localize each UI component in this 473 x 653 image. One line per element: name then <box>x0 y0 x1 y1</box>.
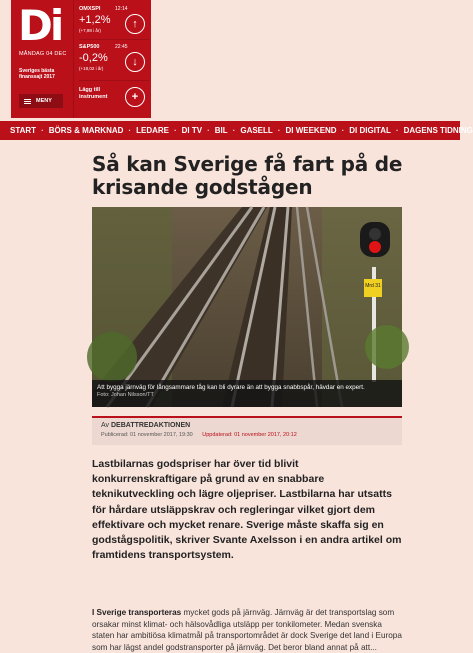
index-value: -0,2% <box>79 52 108 64</box>
header-card <box>11 0 151 118</box>
nav-separator: · <box>207 126 210 135</box>
arrow-down-icon: ↓ <box>125 52 145 72</box>
brand-tagline: Sveriges bästa finanssajt 2017 <box>19 68 55 80</box>
nav-separator: · <box>128 126 132 135</box>
updated-date: Uppdaterad: 01 november 2017, 20:12 <box>202 432 297 438</box>
byline-author <box>101 422 393 429</box>
photo-credit: Foto: Johan Nilsson/TT <box>97 392 154 398</box>
header-date: MÅNDAG 04 DEC <box>19 51 67 57</box>
railway-photo <box>92 207 402 407</box>
article-byline <box>92 416 402 445</box>
article-lead: Lastbilarnas godspriser har över tid blivit konkurrenskraftigare på grund av en snabbare teknikutveckling och lägre oljepriser. Lastbilarna har utsatts för hårdare utsläppskrav och regleringar vilket gjort dem effektivare och mycket renare. Sverige måste skaffa sig en godstågspolitik, skriver Svante Axelsson i en andra artikel om framtidens transportsystem. <box>92 458 402 562</box>
nav-item-di-tv[interactable]: DI TV <box>181 126 203 135</box>
nav-item-börs-marknad[interactable]: BÖRS & MARKNAD <box>48 126 124 135</box>
nav-item-bil[interactable]: BIL <box>214 126 228 135</box>
nav-separator: · <box>232 126 236 135</box>
menu-label: MENY <box>36 98 52 104</box>
photo-caption <box>92 380 402 407</box>
index-value: +1,2% <box>79 14 111 26</box>
index-name: S&P500 <box>79 44 100 50</box>
signal-sign-text: Mrd 31 <box>365 283 381 289</box>
article-headline: Så kan Sverige få fart på de krisande godstågen <box>92 152 403 199</box>
nav-separator: · <box>395 126 399 135</box>
body-intro-bold: I Sverige transporteras <box>92 608 182 617</box>
published-date: Publicerad: 01 november 2017, 19:30 <box>101 432 193 438</box>
index-separator <box>79 80 149 81</box>
hamburger-icon <box>24 99 31 104</box>
main-nav <box>0 121 473 140</box>
nav-item-start[interactable]: START <box>10 126 37 135</box>
index-time: 22:45 <box>115 44 128 50</box>
nav-separator: · <box>341 126 345 135</box>
nav-item-gasell[interactable]: GASELL <box>240 126 273 135</box>
article-photo[interactable] <box>92 207 402 407</box>
add-instrument-label[interactable]: Lägg till instrument <box>79 87 108 100</box>
index-ytd: (+7,98 i år) <box>79 28 101 33</box>
index-sp500[interactable] <box>79 44 149 78</box>
byline-dates <box>101 432 393 438</box>
di-logo[interactable]: Di <box>18 1 62 50</box>
index-ytd: (+18,02 i år) <box>79 66 104 71</box>
author-link[interactable]: DEBATTREDAKTIONEN <box>111 422 191 429</box>
nav-item-di-weekend[interactable]: DI WEEKEND <box>285 126 337 135</box>
nav-item-ledare[interactable]: LEDARE <box>136 126 169 135</box>
menu-button[interactable] <box>19 94 63 108</box>
arrow-up-icon: ↑ <box>125 14 145 34</box>
plus-icon[interactable]: + <box>125 87 145 107</box>
nav-separator: · <box>41 126 44 135</box>
nav-item-dagens-tidning[interactable]: DAGENS TIDNING <box>403 126 473 135</box>
nav-item-di-digital[interactable]: DI DIGITAL <box>349 126 391 135</box>
caption-text: Att bygga järnväg för långsammare tåg kan bli dyrare än att bygga snabbspår, hävdar en expert. <box>97 384 365 391</box>
index-omxspi[interactable] <box>79 6 149 40</box>
article-body <box>92 607 402 653</box>
body-text: mycket gods på järnväg. Järnväg är det transportslag som orsakar minst klimat- och hälsovådliga utsläpp per tonkilometer. Medan svenska staten har ambitiösa klimatmål på transportområdet är dock Sverige det land i Europa som har lägst andel godstransporter på järnväg. Det beror bland annat på att... <box>92 608 402 652</box>
index-name: OMXSPI <box>79 6 101 12</box>
index-time: 12:14 <box>115 6 128 12</box>
byline-prefix: Av <box>101 422 110 429</box>
header-divider <box>73 0 74 118</box>
nav-separator: · <box>277 126 281 135</box>
nav-separator: · <box>173 126 177 135</box>
index-separator <box>79 39 149 40</box>
